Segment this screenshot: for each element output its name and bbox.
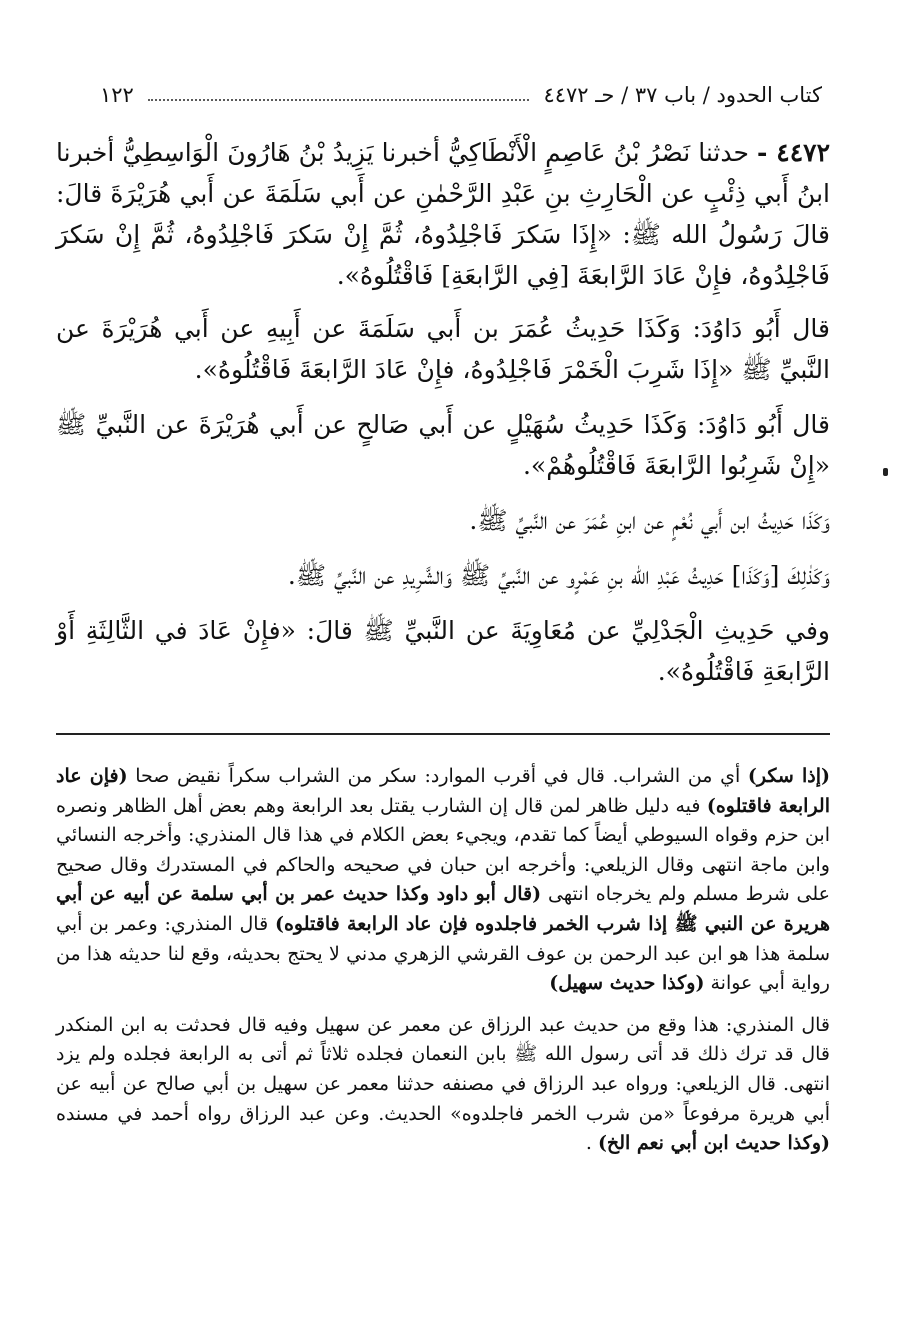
hadith-text — [56, 132, 830, 706]
commentary-text: قال المنذري: هذا وقع من حديث عبد الرزاق عن معمر عن سهيل وفيه قال فحدثت به ابن المنكدر قال قد ترك ذلك قد أتى رسول الله ﷺ بابن النعمان فجلده ثلاثاً ثم أتى به الرابعة فجلده ولم يزد انتهى. قال الزيلعي: ورواه عبد الرزاق في مصنفه حدثنا معمر عن سهيل بن أبي صالح عن أبيه عن أبي هريرة مرفوعاً «من شرب الخمر فاجلدوه» الحديث. وعن عبد الرزاق رواه أحمد في مسنده — [56, 1013, 830, 1125]
page-number: ١٢٢ — [100, 83, 134, 107]
leader-dots — [148, 89, 530, 101]
quoted-phrase: (فإن عاد الرابعة فاقتلوه) — [56, 765, 830, 817]
commentary-paragraph — [56, 1011, 830, 1159]
footnote-separator — [56, 733, 830, 735]
hadith-paragraph: قال أَبُو دَاوُدَ: وَكَذَا حَدِيثُ سُهَيْلٍ عن أَبي صَالحٍ عن أَبي هُرَيْرَةَ عن النَّبيِّ ﷺ «إِنْ شَرِبُوا الرَّابعَةَ فَاقْتُلُوهُمْ». — [56, 410, 830, 480]
hadith-paragraph: وفي حَدِيثِ الْجَدْلِيِّ عن مُعَاوِيَةَ عن النَّبيِّ ﷺ قالَ: «فإِنْ عَادَ في الثَّالِثَةِ أَوْ الرَّابعَةِ فَاقْتُلُوهُ». — [56, 616, 830, 686]
chapter-title: كتاب الحدود / باب ٣٧ / حـ ٤٤٧٢ — [543, 83, 822, 107]
quoted-phrase: (وكذا حديث ابن أبي نعم الخ) — [597, 1132, 830, 1155]
hadith-paragraph: قال أَبُو دَاوُدَ: وَكَذَا حَدِيثُ عُمَرَ بن أَبي سَلَمَةَ عن أَبِيهِ عن أَبي هُرَيْرَةَ عن النَّبيِّ ﷺ «إِذَا شَرِبَ الْخَمْرَ فَاجْلِدُوهُ، فإِنْ عَادَ الرَّابعَةَ فَاقْتُلُوهُ». — [56, 314, 830, 384]
quoted-phrase: (قال أبو داود وكذا حديث عمر بن أبي سلمة عن أبيه عن أبي هريرة عن النبي ﷺ إذا شرب الخمر فاجلدوه فإن عاد الرابعة فاقتلوه) — [56, 883, 831, 935]
hadith-chain: حدثنا نَصْرُ بْنُ عَاصِمٍ الْأَنْطَاكِيُّ أخبرنا يَزِيدُ بْنُ هَارُونَ الْوَاسِطِيُّ أخبرنا ابنُ أَبي ذِئْبٍ عن الْحَارِثِ بنِ عَبْدِ الرَّحْمٰنِ عن أَبي سَلَمَةَ عن أَبي هُرَيْرَةَ قالَ: قالَ رَسُولُ الله ﷺ: «إِذَا سَكرَ فَاجْلِدُوهُ، ثُمَّ إِنْ سَكرَ فَاجْلِدُوهُ، ثُمَّ إِنْ سَكرَ فَاجْلِدُوهُ، فإِنْ عَادَ الرَّابعَةَ [فِي الرَّابعَةِ] فَاقْتُلُوهُ». — [56, 138, 830, 290]
hadith-paragraph — [56, 132, 830, 296]
commentary-text: قال المنذري: وعمر بن أبي سلمة هذا هو ابن عبد الرحمن بن عوف القرشي الزهري مدني لا يحتج بحديثه، وقع لنا حديثه هذا من رواية أبي عوانة — [56, 912, 830, 995]
commentary-text: أي من الشراب. قال في أقرب الموارد: سكر من الشراب سكراً نقيض صحا — [127, 765, 748, 787]
commentary — [56, 762, 830, 1171]
commentary-paragraph — [56, 762, 830, 999]
commentary-text: . — [585, 1132, 598, 1155]
hadith-paragraph: وَكَذٰلِكَ [وَكَذَا] حَدِيثُ عَبْدِ الله بنِ عَمْرٍو عن النَّبيِّ ﷺ وَالشَّرِيدِ عن النَّبيِّ ﷺ. — [287, 561, 830, 590]
commentary-text: فيه دليل ظاهر لمن قال إن الشارب يقتل بعد الرابعة وهم بعض أهل الظاهر ونصره ابن حزم وقواه السيوطي أيضاً كما تقدم، ويجيء بعض الكلام في هذا قال المنذري: وأخرجه النسائي وابن ماجة انتهى وقال الزيلعي: وأخرجه ابن حبان في صحيحه والحاكم في المستدرك وقال صحيح على شرط مسلم ولم يخرجاه انتهى — [56, 794, 830, 906]
quoted-phrase: (إذا سكر) — [747, 765, 830, 787]
margin-mark — [883, 468, 888, 476]
quoted-phrase: (وكذا حديث سهيل) — [549, 972, 705, 995]
hadith-number: ٤٤٧٢ - — [757, 138, 830, 167]
running-header — [100, 80, 822, 110]
hadith-paragraph: وَكَذَا حَدِيثُ ابن أَبي نُعْمٍ عن ابنِ عُمَرَ عن النَّبيِّ ﷺ. — [469, 506, 830, 535]
